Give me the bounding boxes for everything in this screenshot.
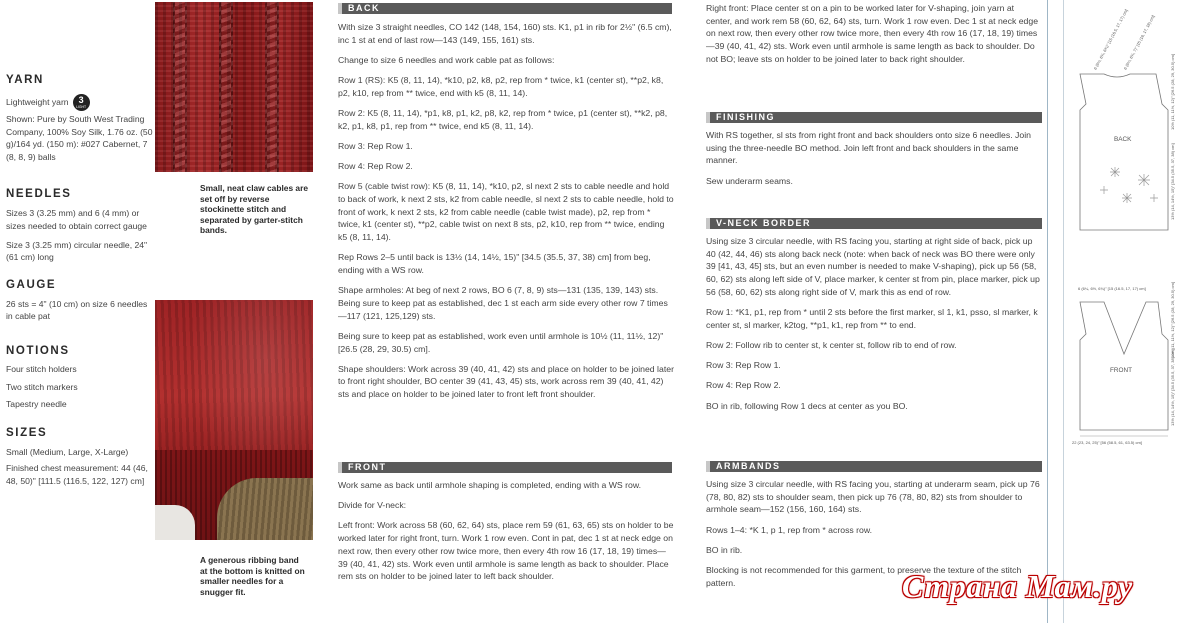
cable-closeup-photo [155, 2, 313, 172]
yarn-heading: YARN [6, 74, 44, 86]
vneck-instructions [706, 235, 1042, 420]
back-para: Row 5 (cable twist row): K5 (8, 11, 14), *k10, p2, sl next 2 sts to cable needle and hold to back of work, k next 2 sts, k2 from cable needle, sl next 2 sts to cable needle, hold to front of work, k next 2 sts, k2 from cable needle (cable twist made), p2, rep from * twice, k1 (center st), **p2, cable twist on next 8 sts, p2, k10, rep from ** twice, ending k5 (8, 11, 14). [338, 181, 674, 243]
notions-heading: NOTIONS [6, 344, 70, 357]
armbands-para: Using size 3 circular needle, with RS facing you, starting at underarm seam, pick up 76 (78, 80, 82) sts to shoulder seam, then pick up 76 (78, 80, 82) sts from shoulder to armhole seam—152 (156, 160, 164) sts. [706, 479, 1040, 515]
section-armbands-header: ARMBANDS [706, 461, 1042, 472]
yarn-shown: Shown: Pure by South West Trading Company, 100% Soy Silk, 1.76 oz. (50 g)/164 yd. (150 m): #027 Cabernet, 7 (8, 8, 9) balls [6, 114, 153, 162]
back-para: Row 3: Rep Row 1. [338, 140, 413, 151]
front-schematic [1066, 280, 1200, 458]
back-para: Row 1 (RS): K5 (8, 11, 14), *k10, p2, k8, p2, rep from * twice, k1 (center st), **p2, k8, p2, k10, rep from ** twice, end with k5 (8, 11, 14). [338, 75, 664, 98]
vest-model-photo [155, 300, 313, 540]
sizes-heading: SIZES [6, 426, 48, 439]
yarn-weight: Lightweight yarn [6, 97, 69, 108]
notion-item: Tapestry needle [6, 399, 67, 410]
back-para: Row 2: K5 (8, 11, 14), *p1, k8, p1, k2, p8, k2, rep from * twice, p1 (center st), **k2, p8, k2, p1, k8, p1, rep from ** twice, end k5 (8, 11, 14). [338, 108, 668, 131]
back-instructions [338, 21, 674, 408]
snowflake-icon [1100, 167, 1158, 203]
needles-heading: NEEDLES [6, 188, 72, 201]
column-divider [1047, 0, 1048, 623]
back-outline [1080, 74, 1168, 230]
back-para: With size 3 straight needles, CO 142 (148, 154, 160) sts. K1, p1 in rib for 2½" (6.5 cm), inc 1 st at end of last row—143 (149, 155, 161) sts. [338, 22, 672, 45]
vneck-para: Row 4: Rep Row 2. [706, 380, 781, 391]
front-label: FRONT [1110, 367, 1133, 374]
back-shoulder-dim: 6 (6½, 6¾, 6¾)" [15 (16.5, 17, 17) cm] [1092, 8, 1129, 71]
front-para: Divide for V-neck: [338, 500, 407, 511]
site-watermark: Страна Мам.ру [902, 568, 1133, 604]
front-shoulder-dim: 6 (6¼, 6½, 6¾)" [15 (16.5, 17, 17) cm] [1078, 286, 1146, 291]
vneck-para: Row 3: Rep Row 1. [706, 360, 781, 371]
back-para: Being sure to keep pat as established, work even until armhole is 10½ (11, 11½, 12)" [26.5 (28, 29, 30.5) cm]. [338, 330, 664, 354]
back-para: Rep Rows 2–5 until back is 13½ (14, 14½, 15)" [34.5 (35.5, 37, 38) cm] from beg, ending with a WS row. [338, 252, 651, 276]
top-photo-caption: Small, neat claw cables are set off by reverse stockinette stitch and separated by garter-stitch bands. [200, 183, 309, 236]
finishing-para: Sew underarm seams. [706, 175, 793, 186]
armbands-para: Rows 1–4: *K 1, p 1, rep from * across row. [706, 524, 873, 535]
back-armhole-dim: 10½ (11, 11½, 12)" [26.5 (28, 29, 30.5) cm] [1170, 54, 1175, 130]
section-front-header: FRONT [338, 462, 672, 473]
section-finishing-header: FINISHING [706, 112, 1042, 123]
back-neck-dim: 6 (6¼, 6¾, 7)" [15 (16, 17, 18) cm] [1122, 14, 1156, 71]
right-front-instructions: Right front: Place center st on a pin to be worked later for V-shaping, join yarn at center, and work rem 58 (60, 62, 64) sts, turn. Work 1 row even. Dec 1 st at neck edge on next row, then every other row twice more, then every 4th row 16 (17, 18, 19) times—39 (40, 41, 42) sts. Work even until armhole is same length as back to shoulder. Do not BO; leave sts on holder to be joined later to back right shoulder. [706, 3, 1039, 64]
finishing-instructions [706, 129, 1042, 195]
armbands-para: Blocking is not recommended for this garment, to preserve the texture of the stitch pattern. [706, 565, 1022, 588]
front-para: Work same as back until armhole shaping is completed, ending with a WS row. [338, 480, 642, 490]
vneck-para: Row 2: Follow rib to center st, k center st, follow rib to end of row. [706, 339, 957, 350]
sizes-line: Small (Medium, Large, X-Large) [6, 446, 129, 457]
notion-item: Four stitch holders [6, 363, 77, 374]
back-para: Shape armholes: At beg of next 2 rows, BO 6 (7, 8, 9) sts—131 (135, 139, 143) sts. Being sure to keep pat as established, dec 1 st each arm side every other row 7 times—117 (121, 125,129) sts. [338, 285, 668, 321]
sizes-line: Finished chest measurement: 44 (46, 48, 50)" [111.5 (116.5, 122, 127) cm] [6, 463, 148, 486]
notion-item: Two stitch markers [6, 381, 78, 392]
vneck-para: Row 1: *K1, p1, rep from * until 2 sts before the first marker, sl 1, k1, psso, sl marker, k center st, sl marker, k2tog, **p1, k1, rep from ** to end. [706, 307, 1038, 330]
bottom-photo-caption: A generous ribbing band at the bottom is knitted on smaller needles for a snugger fit. [200, 555, 305, 597]
materials-panel [6, 74, 154, 494]
gauge-heading: GAUGE [6, 278, 57, 291]
column-divider [1063, 0, 1064, 623]
front-body-dim: 13½ (14, 14½, 15)" [34.5 (35.5, 37, 38) cm] [1170, 349, 1175, 426]
front-armhole-dim: 10½ (11, 11½, 12)" [26.5 (28, 29, 30.5) cm] [1170, 282, 1175, 358]
yarn-weight-symbol-icon: 3 LIGHT [73, 94, 90, 111]
vneck-para: BO in rib, following Row 1 decs at center as you BO. [706, 400, 908, 411]
back-label: BACK [1114, 136, 1132, 143]
back-body-dim: 13½ (14, 14½, 15)" [34.5 (35.5, 37, 38) cm] [1170, 143, 1175, 220]
front-outline [1080, 302, 1168, 430]
front-width-dim: 22 (23, 24, 25)" [56 (58.5, 61, 63.5) cm] [1072, 440, 1142, 445]
front-instructions [338, 479, 674, 590]
needles-line: Size 3 (3.25 mm) circular needle, 24" (61 cm) long [6, 239, 148, 263]
finishing-para: With RS together, sl sts from right front and back shoulders onto size 6 needles. Join using the three-needle BO method. Join left front and back shoulders in the same manner. [706, 130, 1031, 166]
vneck-para: Using size 3 circular needle, with RS facing you, starting at right side of back, pick up 40 (42, 44, 46) sts along back neck (note: when back of neck was BO there were only 39 [41, 43, 45] sts, but an even number is needed to make V-shaping), pick up 56 (58, 60, 62) sts along left side of V, place marker, k center st from pin, place marker, pick up 56 (58, 60, 62) sts along right side of V, mark this as end of row. [706, 236, 1040, 297]
gauge-text: 26 sts = 4" (10 cm) on size 6 needles in cable pat [6, 298, 148, 322]
back-para: Shape shoulders: Work across 39 (40, 41, 42) sts and place on holder to be joined later to front right shoulder, BO center 39 (41, 43, 45) sts, work across rem 39 (40, 41, 42) sts and place on holder to be joined later to front left front shoulder. [338, 363, 674, 400]
back-schematic [1066, 8, 1200, 248]
section-back-header: BACK [338, 3, 672, 14]
armbands-para: BO in rib. [706, 544, 743, 555]
section-vneck-header: V-NECK BORDER [706, 218, 1042, 229]
needles-line: Sizes 3 (3.25 mm) and 6 (4 mm) or sizes needed to obtain correct gauge [6, 208, 147, 231]
back-para: Change to size 6 needles and work cable pat as follows: [338, 54, 555, 65]
back-para: Row 4: Rep Row 2. [338, 161, 413, 172]
front-para: Left front: Work across 58 (60, 62, 64) sts, place rem 59 (61, 63, 65) sts on holder to be worked later for right front, turn. Work 1 row even. Cont in pat, dec 1 st at neck edge on next row, then every other row twice more, then every 4th row 16 (17, 18, 19) times—39 (40, 41, 42) sts. Work even until armhole is same length as back to shoulder. Place rem sts on holder to be joined later to left back shoulder. [338, 520, 674, 582]
